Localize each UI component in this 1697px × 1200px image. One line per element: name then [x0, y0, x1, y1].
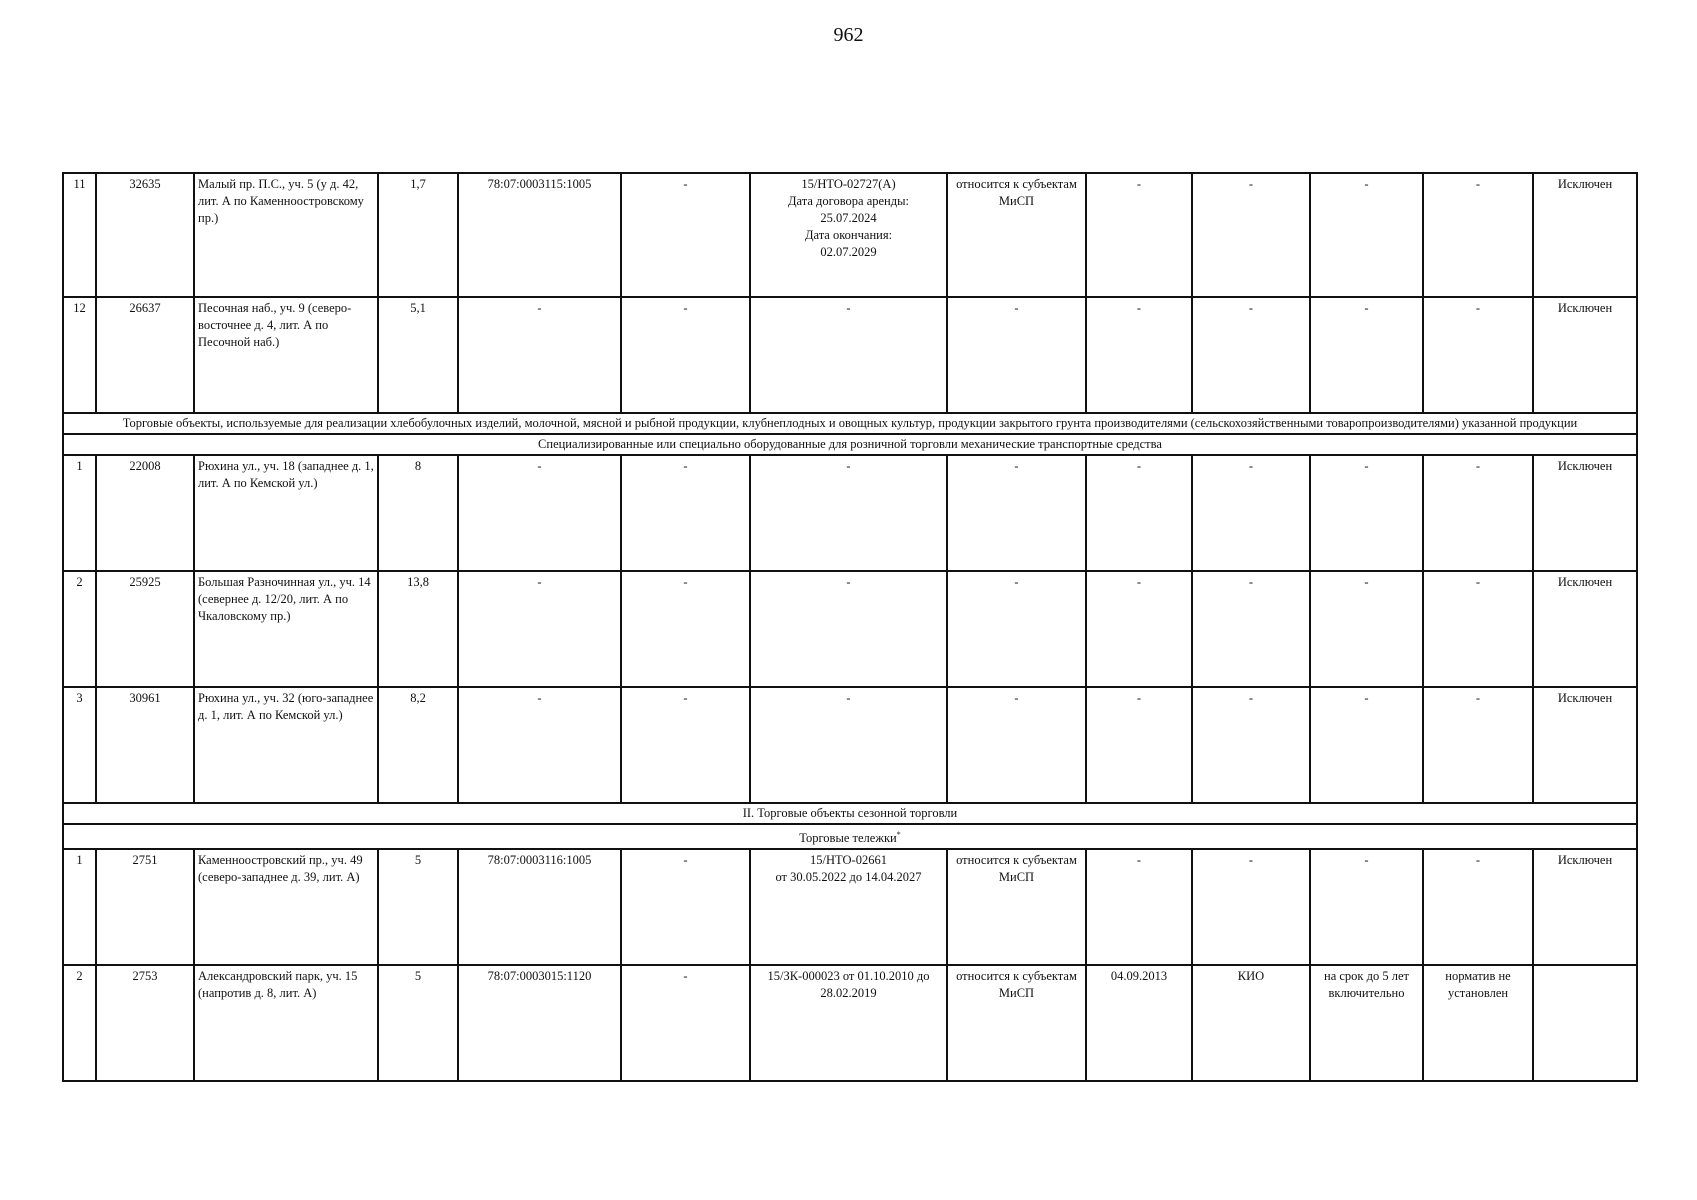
- section-header-row: [63, 413, 1637, 434]
- cell-contract: -: [750, 571, 947, 687]
- cell-area: 8,2: [378, 687, 458, 803]
- cell-norm: норматив не установлен: [1423, 965, 1533, 1081]
- cell-status: Исключен: [1533, 571, 1637, 687]
- cell-address: Александровский парк, уч. 15 (напротив д. 8, лит. А): [194, 965, 378, 1081]
- section-header: [63, 434, 1637, 455]
- table-row: [63, 849, 1637, 965]
- cell-date: -: [1086, 173, 1192, 297]
- cell-smp-status: -: [947, 687, 1086, 803]
- cell-object-id: 26637: [96, 297, 194, 413]
- cell-cadastral-number: 78:07:0003015:1120: [458, 965, 621, 1081]
- cell-status: Исключен: [1533, 849, 1637, 965]
- cell-date: -: [1086, 849, 1192, 965]
- cell-cadastral-number: -: [458, 297, 621, 413]
- cell-date: -: [1086, 455, 1192, 571]
- section-header-row: [63, 803, 1637, 824]
- cell-authority: -: [1192, 571, 1310, 687]
- cell-cadastral-number: -: [458, 455, 621, 571]
- cell-status: Исключен: [1533, 173, 1637, 297]
- section-header-row: [63, 824, 1637, 849]
- cell-norm: -: [1423, 571, 1533, 687]
- section-header: [63, 803, 1637, 824]
- cell-contract: 15/НТО-02661 от 30.05.2022 до 14.04.2027: [750, 849, 947, 965]
- section-header-text: II. Торговые объекты сезонной торговли: [742, 806, 958, 820]
- cell-smp-status: -: [947, 455, 1086, 571]
- cell-address: Песочная наб., уч. 9 (северо-восточнее д. 4, лит. А по Песочной наб.): [194, 297, 378, 413]
- cell-authority: -: [1192, 455, 1310, 571]
- cell-authority: -: [1192, 687, 1310, 803]
- cell-status: [1533, 965, 1637, 1081]
- cell-authority: КИО: [1192, 965, 1310, 1081]
- table-row: [63, 687, 1637, 803]
- cell-norm: -: [1423, 455, 1533, 571]
- registry-body: [63, 173, 1637, 1081]
- cell-row-number: 1: [63, 849, 96, 965]
- cell-column-6: -: [621, 965, 750, 1081]
- cell-term: -: [1310, 455, 1423, 571]
- section-header: [63, 824, 1637, 849]
- cell-row-number: 3: [63, 687, 96, 803]
- cell-object-id: 32635: [96, 173, 194, 297]
- cell-column-6: -: [621, 571, 750, 687]
- cell-date: -: [1086, 687, 1192, 803]
- cell-address: Рюхина ул., уч. 32 (юго-западнее д. 1, лит. А по Кемской ул.): [194, 687, 378, 803]
- cell-row-number: 2: [63, 571, 96, 687]
- cell-contract: 15/НТО-02727(А) Дата договора аренды: 25.07.2024 Дата окончания: 02.07.2029: [750, 173, 947, 297]
- cell-contract: 15/ЗК-000023 от 01.10.2010 до 28.02.2019: [750, 965, 947, 1081]
- table-row: [63, 297, 1637, 413]
- cell-smp-status: относится к субъектам МиСП: [947, 965, 1086, 1081]
- cell-contract: -: [750, 455, 947, 571]
- cell-term: -: [1310, 849, 1423, 965]
- cell-cadastral-number: 78:07:0003115:1005: [458, 173, 621, 297]
- cell-object-id: 25925: [96, 571, 194, 687]
- cell-row-number: 11: [63, 173, 96, 297]
- cell-object-id: 22008: [96, 455, 194, 571]
- cell-term: -: [1310, 571, 1423, 687]
- cell-address: Большая Разночинная ул., уч. 14 (севернее д. 12/20, лит. А по Чкаловскому пр.): [194, 571, 378, 687]
- cell-date: 04.09.2013: [1086, 965, 1192, 1081]
- table-row: [63, 455, 1637, 571]
- cell-norm: -: [1423, 849, 1533, 965]
- cell-status: Исключен: [1533, 687, 1637, 803]
- cell-column-6: -: [621, 687, 750, 803]
- cell-area: 8: [378, 455, 458, 571]
- section-header-text: Специализированные или специально оборудованные для розничной торговли механические транспортные средства: [538, 437, 1162, 451]
- cell-cadastral-number: -: [458, 687, 621, 803]
- cell-smp-status: -: [947, 297, 1086, 413]
- cell-object-id: 2751: [96, 849, 194, 965]
- cell-contract: -: [750, 687, 947, 803]
- cell-row-number: 1: [63, 455, 96, 571]
- cell-object-id: 30961: [96, 687, 194, 803]
- cell-term: -: [1310, 297, 1423, 413]
- cell-norm: -: [1423, 297, 1533, 413]
- table-row: [63, 173, 1637, 297]
- cell-smp-status: относится к субъектам МиСП: [947, 849, 1086, 965]
- cell-smp-status: -: [947, 571, 1086, 687]
- cell-area: 5: [378, 849, 458, 965]
- section-header-text: Торговые тележки: [799, 831, 897, 846]
- cell-row-number: 2: [63, 965, 96, 1081]
- cell-cadastral-number: -: [458, 571, 621, 687]
- cell-address: Каменноостровский пр., уч. 49 (северо-западнее д. 39, лит. А): [194, 849, 378, 965]
- cell-column-6: -: [621, 455, 750, 571]
- table-row: [63, 571, 1637, 687]
- cell-date: -: [1086, 297, 1192, 413]
- cell-authority: -: [1192, 849, 1310, 965]
- section-header-text: Торговые объекты, используемые для реализации хлебобулочных изделий, молочной, мясной и рыбной продукции, клубнеплодных и овощных культур, продукции закрытого грунта производителями (сельскохозяйственными товаропроизводителями) указанной продукции: [122, 416, 1578, 430]
- cell-status: Исключен: [1533, 455, 1637, 571]
- cell-area: 5: [378, 965, 458, 1081]
- cell-area: 1,7: [378, 173, 458, 297]
- cell-term: -: [1310, 687, 1423, 803]
- table-row: [63, 965, 1637, 1081]
- cell-norm: -: [1423, 173, 1533, 297]
- cell-column-6: -: [621, 849, 750, 965]
- page-number: 962: [833, 24, 864, 46]
- cell-authority: -: [1192, 297, 1310, 413]
- cell-row-number: 12: [63, 297, 96, 413]
- cell-status: Исключен: [1533, 297, 1637, 413]
- cell-area: 5,1: [378, 297, 458, 413]
- cell-norm: -: [1423, 687, 1533, 803]
- footnote-mark: *: [896, 830, 901, 839]
- cell-authority: -: [1192, 173, 1310, 297]
- cell-object-id: 2753: [96, 965, 194, 1081]
- cell-term: на срок до 5 лет включительно: [1310, 965, 1423, 1081]
- cell-address: Рюхина ул., уч. 18 (западнее д. 1, лит. А по Кемской ул.): [194, 455, 378, 571]
- cell-smp-status: относится к субъектам МиСП: [947, 173, 1086, 297]
- cell-term: -: [1310, 173, 1423, 297]
- cell-date: -: [1086, 571, 1192, 687]
- cell-cadastral-number: 78:07:0003116:1005: [458, 849, 621, 965]
- section-header: [63, 413, 1637, 434]
- registry-table: [62, 172, 1638, 1082]
- section-header-row: [63, 434, 1637, 455]
- cell-contract: -: [750, 297, 947, 413]
- cell-area: 13,8: [378, 571, 458, 687]
- cell-column-6: -: [621, 297, 750, 413]
- cell-column-6: -: [621, 173, 750, 297]
- cell-address: Малый пр. П.С., уч. 5 (у д. 42, лит. А по Каменноостровскому пр.): [194, 173, 378, 297]
